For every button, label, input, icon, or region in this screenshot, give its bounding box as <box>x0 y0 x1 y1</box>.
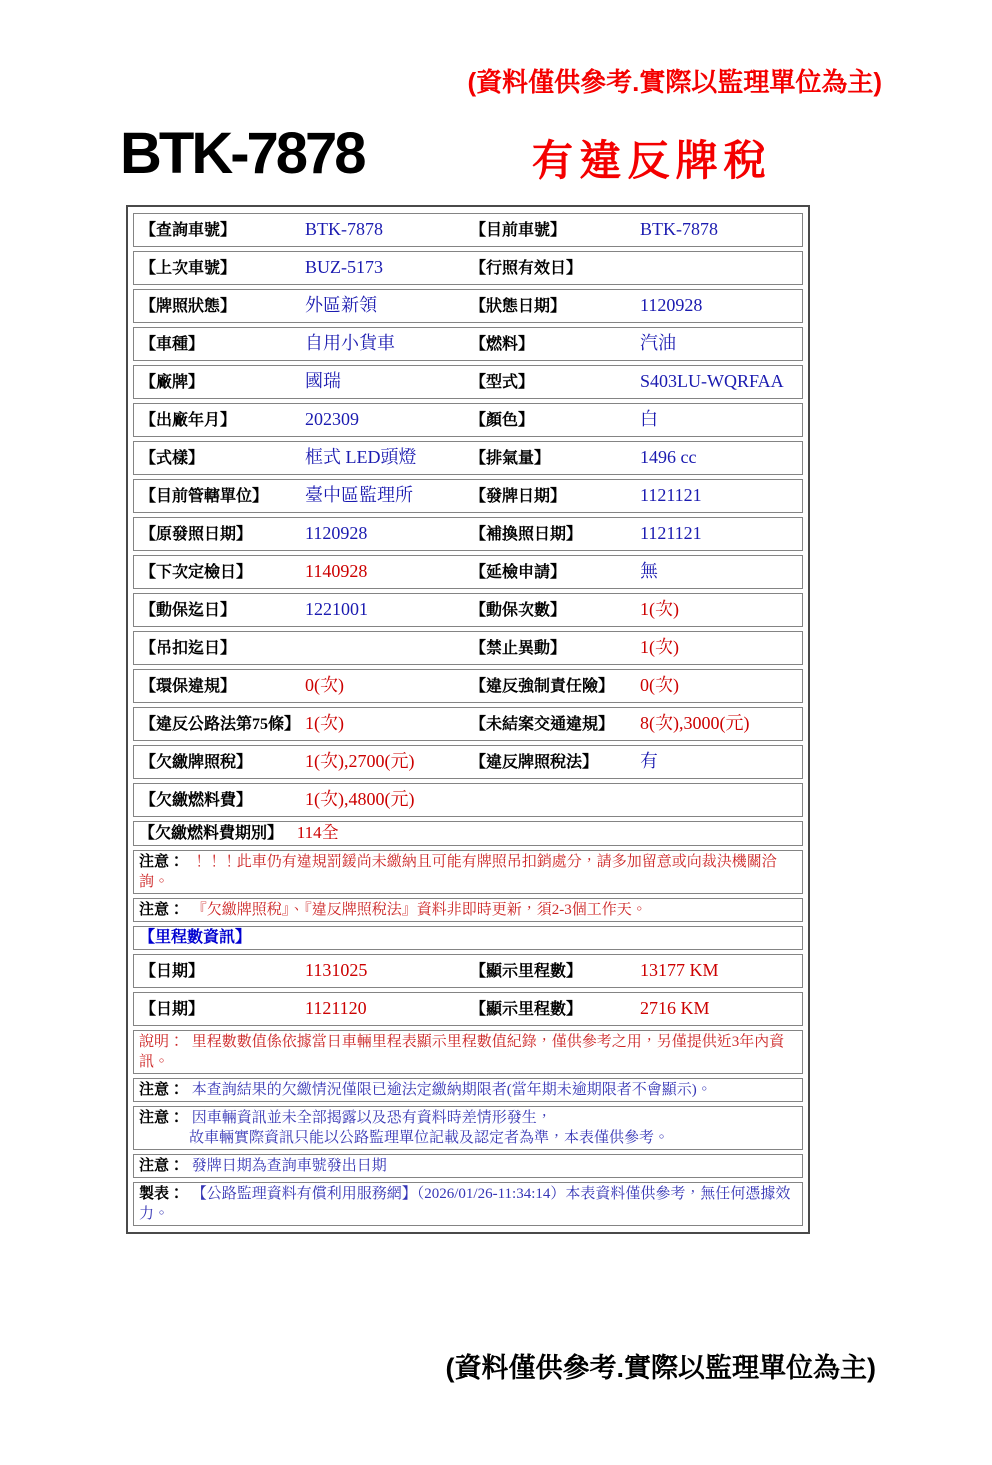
note-label: 注意： <box>139 1110 185 1126</box>
table-row-brand-model <box>133 365 803 399</box>
field-value: 1140928 <box>305 561 368 581</box>
field-value: 202309 <box>305 409 359 429</box>
table-row-mileage-1 <box>133 954 803 988</box>
field-value: 國瑞 <box>305 371 341 391</box>
note-row-mileage-explanation <box>133 1030 803 1074</box>
field-label: 【式樣】 <box>140 450 205 467</box>
table-row-unpaid-fuel-fee <box>133 783 803 817</box>
field-value: 0(次) <box>640 675 679 695</box>
field-label: 【狀態日期】 <box>470 298 567 315</box>
field-value: 1121121 <box>640 485 702 505</box>
table-row-original-reissue-date <box>133 517 803 551</box>
field-label: 【動保迄日】 <box>140 602 237 619</box>
field-label: 【顯示里程數】 <box>470 963 583 980</box>
field-label: 【查詢車號】 <box>140 222 237 239</box>
table-row-unpaid-license-tax <box>133 745 803 779</box>
field-value: 2716 KM <box>640 998 710 1018</box>
field-value: 外區新領 <box>305 295 377 315</box>
field-label: 【廠牌】 <box>140 374 205 391</box>
field-label: 【牌照狀態】 <box>140 298 237 315</box>
field-value: 無 <box>640 561 658 581</box>
note-text: 發牌日期為查詢車號發出日期 <box>191 1158 387 1174</box>
note-text-line1: 因車輛資訊並未全部揭露以及恐有資料時差情形發生， <box>191 1110 552 1126</box>
field-label: 【欠繳牌照稅】 <box>140 754 253 771</box>
field-value: BUZ-5173 <box>305 257 383 277</box>
field-label: 【禁止異動】 <box>470 640 567 657</box>
field-value: 有 <box>640 751 658 771</box>
section-title: 【里程數資訊】 <box>139 929 252 946</box>
vehicle-info-table <box>126 205 810 1234</box>
top-disclaimer: (資料僅供參考.實際以監理單位為主) <box>467 67 882 97</box>
field-label: 【下次定檢日】 <box>140 564 253 581</box>
note-text: 本查詢結果的欠繳情況僅限已逾法定繳納期限者(當年期未逾期限者不會顯示)。 <box>191 1082 712 1098</box>
field-value: 白 <box>640 409 658 429</box>
field-label: 【吊扣迄日】 <box>140 640 237 657</box>
field-label: 【目前管轄單位】 <box>140 488 269 505</box>
note-label: 注意： <box>139 854 185 870</box>
field-value: 1120928 <box>640 295 703 315</box>
field-label: 【目前車號】 <box>470 222 567 239</box>
field-label: 【延檢申請】 <box>470 564 567 581</box>
section-row-mileage-info <box>133 926 803 950</box>
table-row-query-plate <box>133 213 803 247</box>
field-label: 【未結案交通違規】 <box>470 716 615 733</box>
field-value: 1121121 <box>640 523 702 543</box>
note-label: 注意： <box>139 1082 185 1098</box>
field-value: 13177 KM <box>640 960 719 980</box>
table-row-license-status <box>133 289 803 323</box>
field-value: 1496 cc <box>640 447 697 467</box>
field-label: 【型式】 <box>470 374 535 391</box>
field-value: 0(次) <box>305 675 344 695</box>
table-row-env-insurance-violations <box>133 669 803 703</box>
note-label: 注意： <box>139 1158 185 1174</box>
field-label: 【車種】 <box>140 336 205 353</box>
table-row-suspension-restriction <box>133 631 803 665</box>
note-text: ！！！此車仍有違規罰鍰尚未繳納且可能有牌照吊扣銷處分，請多加留意或向裁決機關洽詢。 <box>139 854 777 890</box>
title-row <box>120 121 992 186</box>
table-row-chattel-mortgage <box>133 593 803 627</box>
field-label: 【發牌日期】 <box>470 488 567 505</box>
field-value: 1(次) <box>640 599 679 619</box>
field-label: 【排氣量】 <box>470 450 551 467</box>
bottom-disclaimer: (資料僅供參考.實際以監理單位為主) <box>445 1353 876 1383</box>
field-value: 臺中區監理所 <box>305 485 413 505</box>
field-label: 【日期】 <box>140 963 205 980</box>
tax-violation-warning: 有違反牌稅 <box>531 136 772 184</box>
field-label: 【環保違規】 <box>140 678 237 695</box>
field-label: 【原發照日期】 <box>140 526 253 543</box>
field-label: 【燃料】 <box>470 336 535 353</box>
field-value: BTK-7878 <box>305 219 383 239</box>
field-label: 【顯示里程數】 <box>470 1001 583 1018</box>
note-label: 製表： <box>139 1186 185 1202</box>
note-row-issue-date <box>133 1154 803 1178</box>
table-row-vehicle-type <box>133 327 803 361</box>
field-value: S403LU-WQRFAA <box>640 371 784 391</box>
note-text-line2: 故車輛實際資訊只能以公路監理單位記載及認定者為準，本表僅供參考。 <box>189 1130 670 1146</box>
field-value: 汽油 <box>640 333 676 353</box>
field-label: 【欠繳燃料費】 <box>140 792 253 809</box>
field-value: 114全 <box>296 823 339 842</box>
field-label: 【顏色】 <box>470 412 535 429</box>
table-row-jurisdiction-issue-date <box>133 479 803 513</box>
field-value: 1120928 <box>305 523 368 543</box>
field-value: BTK-7878 <box>640 219 718 239</box>
table-row-previous-plate <box>133 251 803 285</box>
field-value: 框式 LED頭燈 <box>305 447 417 467</box>
field-value: 1(次) <box>305 713 344 733</box>
note-row-disclosure <box>133 1106 803 1150</box>
plate-number-title: BTK-7878 <box>120 121 364 186</box>
table-row-highway-law-violations <box>133 707 803 741</box>
table-row-style-displacement <box>133 441 803 475</box>
field-value: 1131025 <box>305 960 368 980</box>
note-text: 『欠繳牌照稅』、『違反牌照稅法』資料非即時更新，須2-3個工作天。 <box>191 902 647 918</box>
field-value: 1(次),4800(元) <box>305 789 415 809</box>
field-label: 【行照有效日】 <box>470 260 583 277</box>
note-row-data-delay <box>133 898 803 922</box>
table-row-next-inspection <box>133 555 803 589</box>
field-label: 【補換照日期】 <box>470 526 583 543</box>
table-row-mileage-2 <box>133 992 803 1026</box>
field-label: 【出廠年月】 <box>140 412 237 429</box>
note-row-penalty-warning <box>133 850 803 894</box>
field-label: 【動保次數】 <box>470 602 567 619</box>
field-label: 【違反牌照稅法】 <box>470 754 599 771</box>
note-row-report-source <box>133 1182 803 1226</box>
table-row-manufacture-color <box>133 403 803 437</box>
table-row-unpaid-fuel-fee-period <box>133 821 803 846</box>
note-text: 里程數數值係依據當日車輛里程表顯示里程數值紀錄，僅供參考之用，另僅提供近3年內資訊。 <box>139 1034 785 1070</box>
field-value: 1(次),2700(元) <box>305 751 415 771</box>
note-label: 說明： <box>139 1034 185 1050</box>
field-label: 【欠繳燃料費期別】 <box>139 825 284 842</box>
note-text: 【公路監理資料有償利用服務網】（2026/01/26-11:34:14）本表資料僅供參考，無任何憑據效力。 <box>139 1186 791 1222</box>
field-value: 自用小貨車 <box>305 333 395 353</box>
field-label: 【日期】 <box>140 1001 205 1018</box>
field-value: 1221001 <box>305 599 368 619</box>
note-row-overdue-scope <box>133 1078 803 1102</box>
field-value: 1121120 <box>305 998 367 1018</box>
field-value: 8(次),3000(元) <box>640 713 750 733</box>
field-value: 1(次) <box>640 637 679 657</box>
field-label: 【違反強制責任險】 <box>470 678 615 695</box>
note-label: 注意： <box>139 902 185 918</box>
field-label: 【違反公路法第75條】 <box>140 716 301 733</box>
field-label: 【上次車號】 <box>140 260 237 277</box>
